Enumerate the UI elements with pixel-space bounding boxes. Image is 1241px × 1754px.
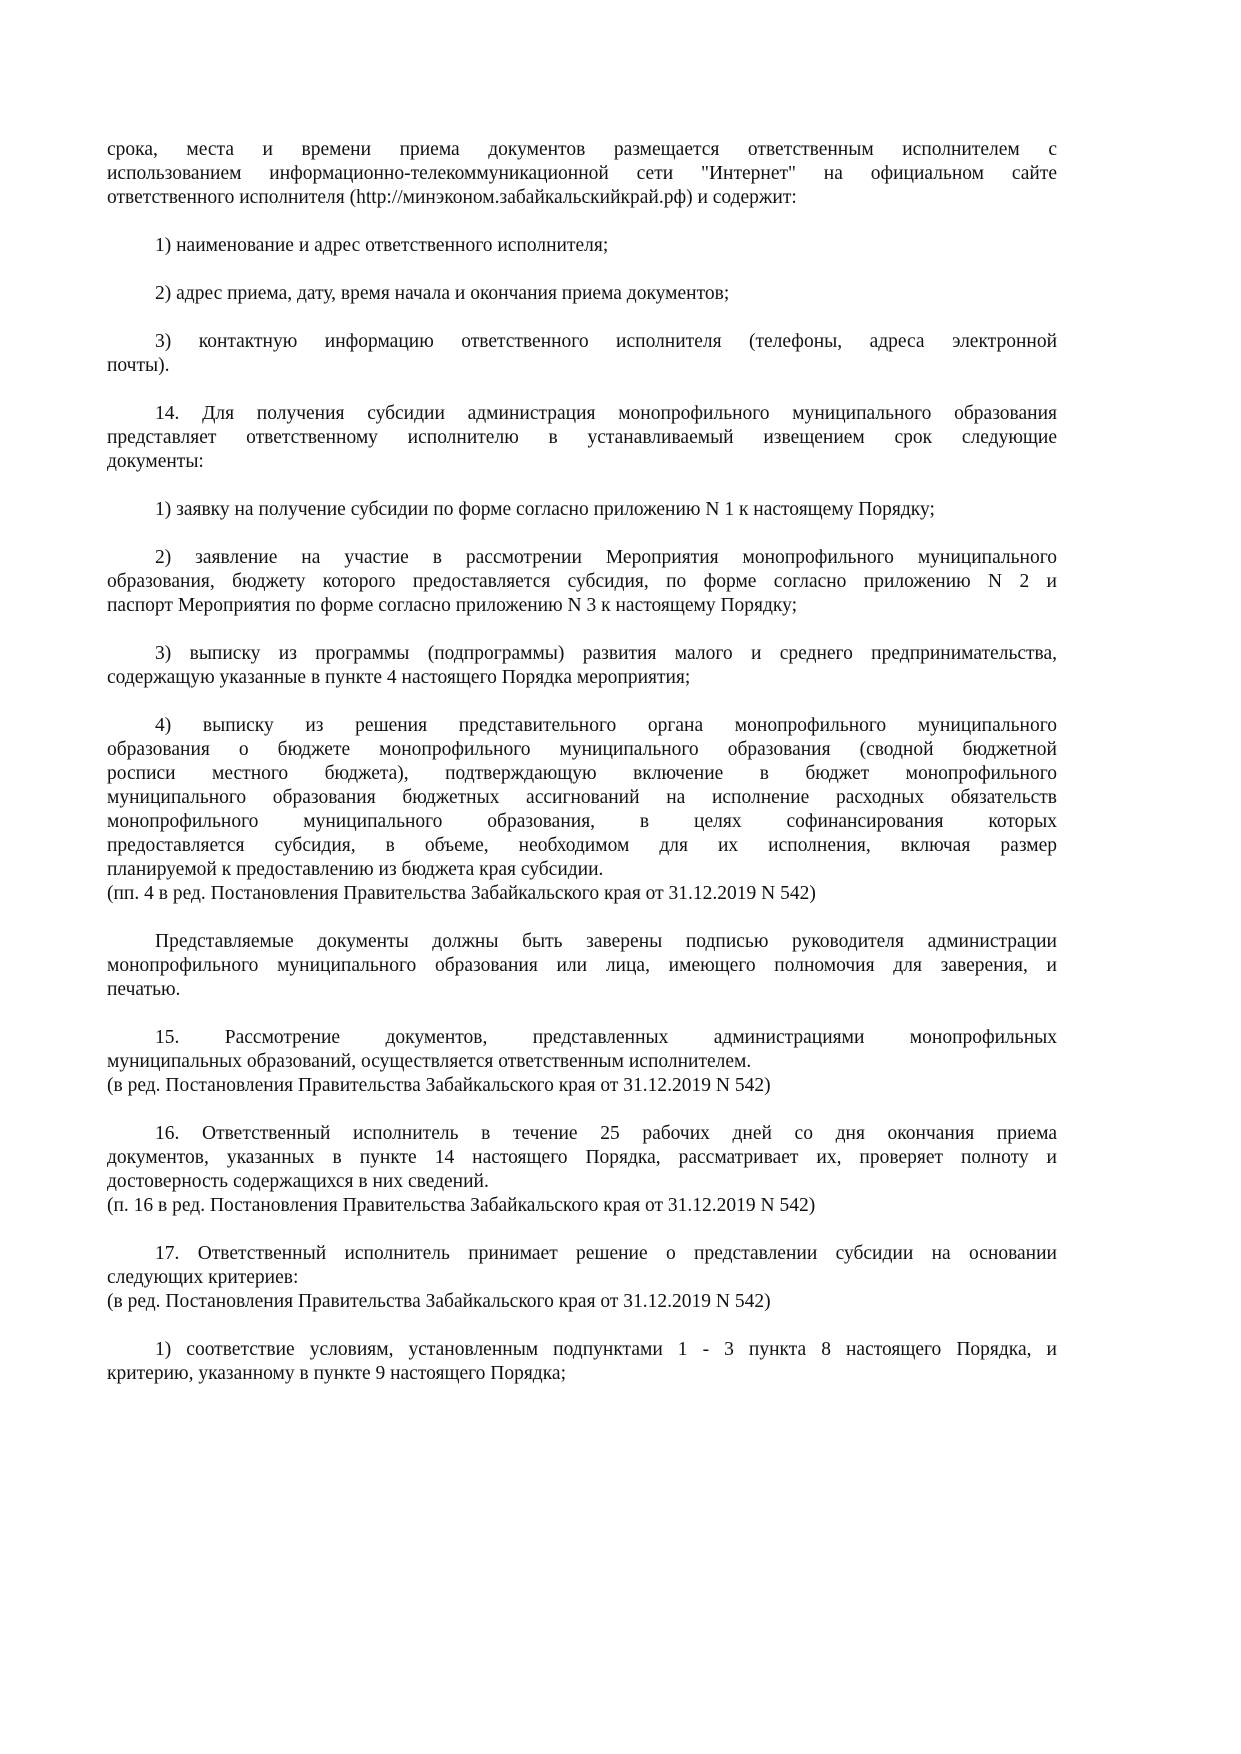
text-line: 3) контактную информацию ответственного исполнителя (телефоны, адреса электронной	[155, 331, 1057, 352]
text-line: 1) заявку на получение субсидии по форме согласно приложению N 1 к настоящему Порядку;	[155, 499, 935, 520]
paragraph	[107, 642, 1057, 690]
text-line: 1) соответствие условиям, установленным подпунктами 1 - 3 пункта 8 настоящего Порядка, и	[155, 1339, 1057, 1360]
text-line: 2) адрес приема, дату, время начала и окончания приема документов;	[155, 283, 730, 304]
text-line: 4) выписку из решения представительного органа монопрофильного муниципального	[155, 715, 1057, 736]
text-line: 1) наименование и адрес ответственного исполнителя;	[155, 235, 609, 256]
text-line: срока, места и времени приема документов размещается ответственным исполнителем с	[107, 139, 1057, 160]
text-line: предоставляется субсидия, в объеме, необходимом для их исполнения, включая размер	[107, 835, 1057, 856]
paragraph	[107, 714, 1057, 906]
text-line: печатью.	[107, 979, 181, 1000]
amendment-note: (в ред. Постановления Правительства Забайкальского края от 31.12.2019 N 542)	[107, 1291, 771, 1312]
text-line: 17. Ответственный исполнитель принимает решение о представлении субсидии на основании	[155, 1243, 1057, 1264]
text-line: 15. Рассмотрение документов, представленных администрациями монопрофильных	[155, 1027, 1057, 1048]
amendment-note: (в ред. Постановления Правительства Забайкальского края от 31.12.2019 N 542)	[107, 1075, 771, 1096]
text-line: 2) заявление на участие в рассмотрении Мероприятия монопрофильного муниципального	[155, 547, 1057, 568]
text-line: 14. Для получения субсидии администрация монопрофильного муниципального образования	[155, 403, 1057, 424]
amendment-note: (пп. 4 в ред. Постановления Правительства Забайкальского края от 31.12.2019 N 542)	[107, 883, 816, 904]
text-line: документы:	[107, 451, 204, 472]
paragraph	[107, 546, 1057, 618]
text-line: Представляемые документы должны быть заверены подписью руководителя администрации	[155, 931, 1057, 952]
paragraph	[107, 282, 1057, 306]
text-line: критерию, указанному в пункте 9 настоящего Порядка;	[107, 1363, 566, 1384]
amendment-note: (п. 16 в ред. Постановления Правительства Забайкальского края от 31.12.2019 N 542)	[107, 1195, 816, 1216]
paragraph	[107, 498, 1057, 522]
text-line: росписи местного бюджета), подтверждающую включение в бюджет монопрофильного	[107, 763, 1057, 784]
paragraph	[107, 1122, 1057, 1218]
text-line: муниципальных образований, осуществляется ответственным исполнителем.	[107, 1051, 752, 1072]
paragraph	[107, 330, 1057, 378]
text-line: паспорт Мероприятия по форме согласно приложению N 3 к настоящему Порядку;	[107, 595, 798, 616]
text-line: муниципального образования бюджетных ассигнований на исполнение расходных обязательств	[107, 787, 1057, 808]
text-line: почты).	[107, 355, 170, 376]
paragraph	[107, 402, 1057, 474]
paragraph	[107, 1242, 1057, 1314]
text-line: монопрофильного муниципального образования или лица, имеющего полномочия для заверения, и	[107, 955, 1057, 976]
document-page	[107, 138, 1057, 1410]
paragraph	[107, 1338, 1057, 1386]
text-line: представляет ответственному исполнителю в устанавливаемый извещением срок следующие	[107, 427, 1057, 448]
text-line: планируемой к предоставлению из бюджета края субсидии.	[107, 859, 604, 880]
text-line: 16. Ответственный исполнитель в течение 25 рабочих дней со дня окончания приема	[155, 1123, 1057, 1144]
text-line: использованием информационно-телекоммуникационной сети "Интернет" на официальном сайте	[107, 163, 1057, 184]
text-line: документов, указанных в пункте 14 настоящего Порядка, рассматривает их, проверяет полноту и	[107, 1147, 1057, 1168]
text-line: ответственного исполнителя (http://минэконом.забайкальскийкрай.рф) и содержит:	[107, 187, 797, 208]
text-line: следующих критериев:	[107, 1267, 299, 1288]
text-line: содержащую указанные в пункте 4 настоящего Порядка мероприятия;	[107, 667, 691, 688]
paragraph	[107, 930, 1057, 1002]
paragraph	[107, 1026, 1057, 1098]
paragraph	[107, 234, 1057, 258]
text-line: образования о бюджете монопрофильного муниципального образования (сводной бюджетной	[107, 739, 1057, 760]
text-line: образования, бюджету которого предоставляется субсидия, по форме согласно приложению N 2 и	[107, 571, 1057, 592]
paragraph	[107, 138, 1057, 210]
text-line: монопрофильного муниципального образования, в целях софинансирования которых	[107, 811, 1057, 832]
text-line: 3) выписку из программы (подпрограммы) развития малого и среднего предпринимательства,	[155, 643, 1057, 664]
text-line: достоверность содержащихся в них сведений.	[107, 1171, 489, 1192]
